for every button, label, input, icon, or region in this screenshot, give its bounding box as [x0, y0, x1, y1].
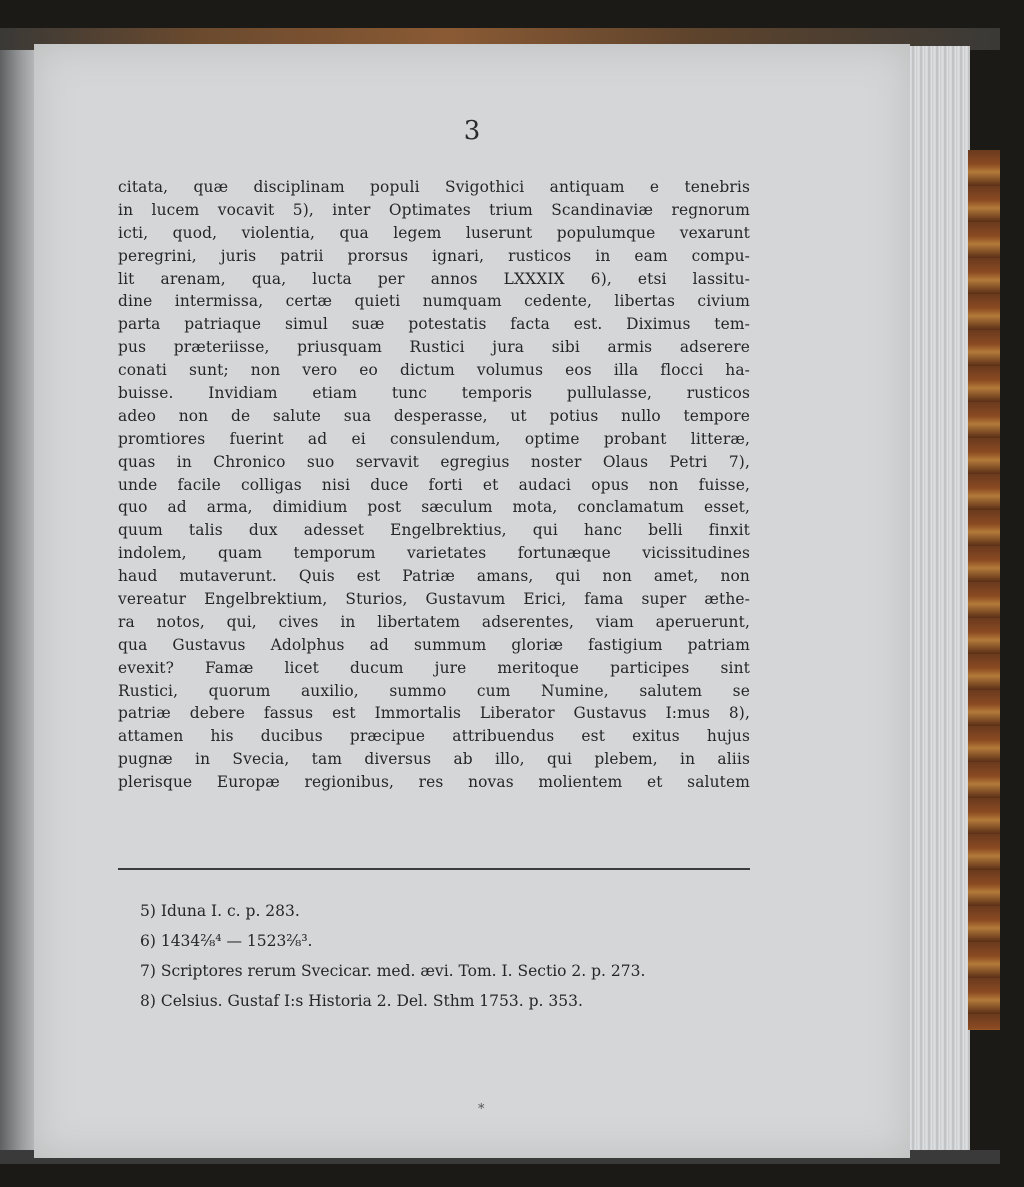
text-line: ra notos, qui, cives in libertatem adserentes, viam aperuerunt,	[118, 612, 750, 631]
text-line: haud mutaverunt. Quis est Patriæ amans, qui non amet, non	[118, 567, 750, 586]
footnote: 8) Celsius. Gustaf I:s Historia 2. Del. Sthm 1753. p. 353.	[140, 992, 583, 1010]
text-line: attamen his ducibus præcipue attribuendus est exitus hujus	[118, 727, 750, 746]
text-line: in lucem vocavit 5), inter Optimates trium Scandinaviæ regnorum	[118, 200, 750, 219]
text-line: parta patriaque simul suæ potestatis facta est. Diximus tem-	[118, 315, 750, 334]
text-line: qua Gustavus Adolphus ad summum gloriæ fastigium patriam	[118, 635, 750, 654]
text-line: evexit? Famæ licet ducum jure meritoque participes sint	[118, 658, 750, 677]
text-line: conati sunt; non vero eo dictum volumus eos illa flocci ha-	[118, 361, 750, 380]
text-line: icti, quod, violentia, qua legem luserunt populumque vexarunt	[118, 223, 750, 242]
text-line: patriæ debere fassus est Immortalis Liberator Gustavus I:mus 8),	[118, 704, 750, 723]
text-line: vereatur Engelbrektium, Sturios, Gustavum Erici, fama super æthe-	[118, 590, 750, 609]
text-line: unde facile colligas nisi duce forti et audaci opus non fuisse,	[118, 475, 750, 494]
body-text	[118, 176, 750, 794]
footnote: 5) Iduna I. c. p. 283.	[140, 902, 300, 920]
book-page	[34, 44, 910, 1158]
text-line: dine intermissa, certæ quieti numquam cedente, libertas civium	[118, 292, 750, 311]
page-edges	[900, 46, 970, 1161]
footnotes	[140, 896, 790, 1016]
text-line: peregrini, juris patrii prorsus ignari, rusticos in eam compu-	[118, 246, 750, 265]
text-line: pugnæ in Svecia, tam diversus ab illo, qui plebem, in aliis	[118, 750, 750, 769]
text-line: lit arenam, qua, lucta per annos LXXXIX 6), etsi lassitu-	[118, 269, 750, 288]
page-number: 3	[463, 116, 481, 146]
footnote: 7) Scriptores rerum Svecicar. med. ævi. Tom. I. Sectio 2. p. 273.	[140, 962, 646, 980]
text-line: pus præteriisse, priusquam Rustici jura sibi armis adserere	[118, 338, 750, 357]
text-line: quas in Chronico suo servavit egregius noster Olaus Petri 7),	[118, 452, 750, 471]
text-line: adeo non de salute sua desperasse, ut potius nullo tempore	[118, 406, 750, 425]
footnote: 6) 1434²⁄₈⁴ — 1523²⁄₈³.	[140, 932, 313, 950]
text-line: quo ad arma, dimidium post sæculum mota, conclamatum esset,	[118, 498, 750, 517]
printer-mark: *	[478, 1102, 485, 1117]
text-line: citata, quæ disciplinam populi Svigothici antiquam e tenebris	[118, 178, 750, 196]
text-line: plerisque Europæ regionibus, res novas molientem et salutem	[118, 773, 750, 792]
text-line: promtiores fuerint ad ei consulendum, optime probant litteræ,	[118, 429, 750, 448]
text-line: Rustici, quorum auxilio, summo cum Numine, salutem se	[118, 681, 750, 700]
book-spine-right	[968, 150, 1000, 1030]
text-line: indolem, quam temporum varietates fortunæque vicissitudines	[118, 544, 750, 563]
text-line: quum talis dux adesset Engelbrektius, qui hanc belli finxit	[118, 521, 750, 540]
text-line: buisse. Invidiam etiam tunc temporis pullulasse, rusticos	[118, 384, 750, 403]
footnote-divider	[118, 868, 750, 870]
book-cover-left	[0, 40, 36, 1160]
